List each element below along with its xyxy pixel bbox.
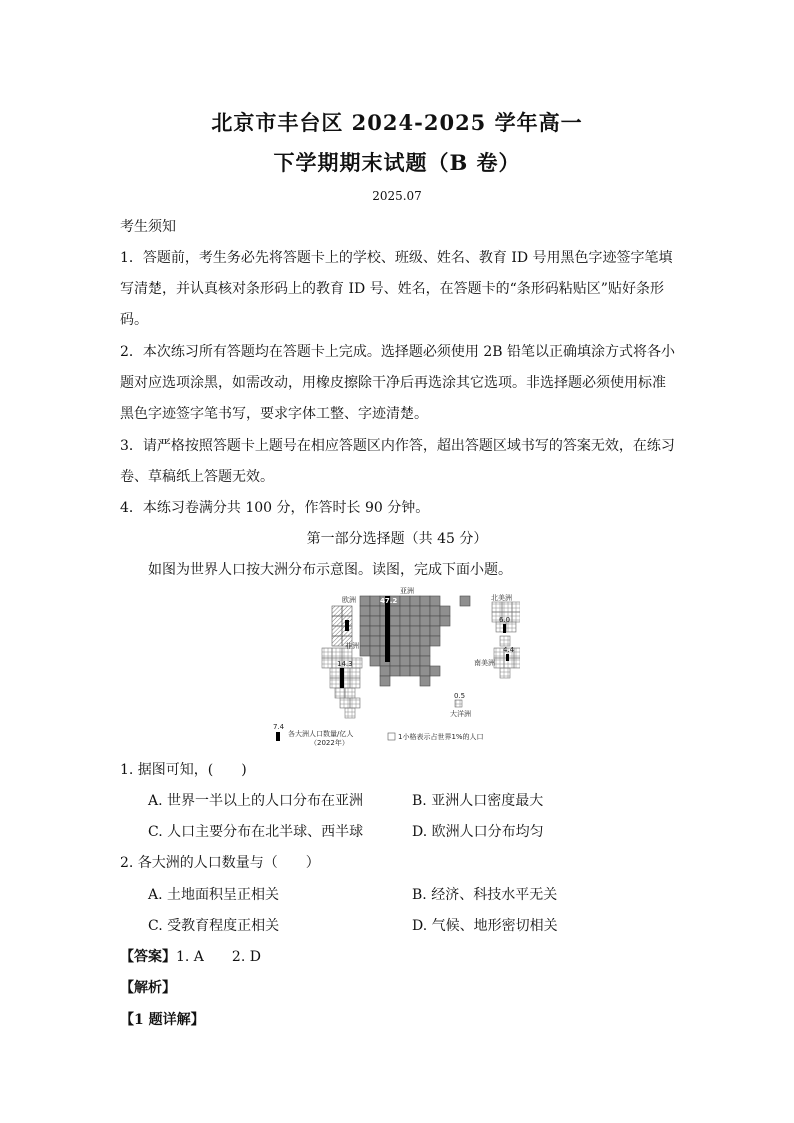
map-cell (332, 626, 342, 636)
question-1-stem: 1. 据图可知，( ) (120, 762, 247, 778)
map-cell (360, 606, 370, 616)
question-2-option: D. 气候、地形密切相关 (412, 918, 558, 934)
legend-cell-label: 1小格表示占世界1%的人口 (398, 733, 484, 741)
map-cell (514, 658, 520, 668)
africa-bar (340, 668, 344, 688)
question-1-option: A. 世界一半以上的人口分布在亚洲 (148, 793, 364, 809)
notice-line: 黑色字迹签字笔书写，要求字体工整、字迹清楚。 (120, 406, 428, 422)
map-cell (370, 656, 380, 666)
map-cell (390, 636, 400, 646)
title-line-2: 下学期期末试题（B 卷） (273, 150, 521, 175)
map-cell (494, 658, 504, 668)
oceania-value: 0.5 (454, 692, 466, 700)
exam-date: 2025.07 (372, 189, 422, 203)
map-cell (492, 602, 502, 612)
title-line-1: 北京市丰台区 2024-2025 学年高一 (211, 110, 583, 135)
map-cell (410, 606, 420, 616)
europe-label: 欧洲 (342, 596, 356, 604)
map-cell (380, 676, 390, 686)
notice-line: 题对应选项涂黑，如需改动，用橡皮擦除干净后再选涂其它选项。非选择题必须使用标准 (120, 375, 666, 391)
question-2-option: B. 经济、科技水平无关 (412, 887, 558, 903)
asia-label: 亚洲 (400, 587, 414, 595)
map-cell (390, 646, 400, 656)
question-1-option: B. 亚洲人口密度最大 (412, 793, 544, 809)
map-cell (512, 612, 520, 622)
map-cell (360, 596, 370, 606)
question-1-option: C. 人口主要分布在北半球、西半球 (148, 824, 364, 840)
question-1-option: D. 欧洲人口分布均匀 (412, 824, 544, 840)
map-cell (500, 668, 510, 678)
map-cell (332, 606, 342, 616)
map-cell (345, 708, 355, 718)
map-cell (370, 606, 380, 616)
map-cell (360, 646, 370, 656)
map-cell (500, 636, 510, 646)
notice-line: 写清楚，并认真核对条形码上的教育 ID 号、姓名，在答题卡的“条形码粘贴区”贴好条形 (120, 281, 664, 297)
map-cell (390, 626, 400, 636)
map-cell (390, 666, 400, 676)
map-cell (420, 676, 430, 686)
map-cell (370, 646, 380, 656)
map-cell (410, 666, 420, 676)
notice-line: 卷、草稿纸上答题无效。 (120, 469, 274, 485)
map-cell (430, 626, 440, 636)
map-cell (332, 648, 342, 658)
map-cell (420, 616, 430, 626)
south-america-bar (506, 654, 509, 661)
map-cell (400, 626, 410, 636)
map-cell (360, 616, 370, 626)
map-cell (440, 616, 450, 626)
oceania-cell (455, 700, 462, 707)
map-cell (332, 636, 342, 646)
north-america-bar (503, 624, 506, 633)
map-cell (410, 596, 420, 606)
map-cell (400, 646, 410, 656)
map-cell (322, 648, 332, 658)
map-cell (360, 626, 370, 636)
legend-sample-value: 7.4 (273, 723, 285, 731)
map-cell (410, 636, 420, 646)
africa-label: 非洲 (345, 642, 359, 650)
map-cell (370, 596, 380, 606)
map-cell (502, 602, 512, 612)
map-cell (410, 646, 420, 656)
north-america-label: 北美洲 (491, 594, 512, 602)
map-cell (332, 616, 342, 626)
detail-label: 【1 题详解】 (120, 1012, 205, 1028)
map-cell (400, 596, 410, 606)
map-cell (322, 658, 332, 668)
map-cell (360, 636, 370, 646)
map-cell (514, 648, 520, 658)
legend-bar-year: （2022年） (310, 739, 349, 747)
question-2-option: C. 受教育程度正相关 (148, 918, 280, 934)
south-america-label: 南美洲 (474, 659, 495, 667)
europe-bar (345, 620, 349, 631)
map-cell (420, 606, 430, 616)
map-cell (370, 616, 380, 626)
notice-line: 4．本练习卷满分共 100 分，作答时长 90 分钟。 (120, 500, 430, 516)
map-cell (440, 606, 450, 616)
map-cell (460, 596, 470, 606)
map-cell (410, 616, 420, 626)
asia-cells (360, 596, 470, 686)
africa-value: 14.3 (337, 660, 353, 668)
map-cell (430, 606, 440, 616)
map-cell (420, 636, 430, 646)
map-cell (380, 666, 390, 676)
asia-bar (385, 596, 390, 662)
notice-line: 2．本次练习所有答题均在答题卡上完成。选择题必须使用 2B 铅笔以正确填涂方式将各小 (120, 344, 676, 360)
map-cell (390, 606, 400, 616)
section-title: 第一部分选择题（共 45 分） (306, 531, 488, 547)
map-cell (512, 602, 520, 612)
map-cell (400, 666, 410, 676)
map-cell (410, 656, 420, 666)
south-america-value: 4.4 (503, 646, 515, 654)
map-cell (410, 626, 420, 636)
legend-bar-swatch (276, 732, 280, 741)
legend-cell-swatch (388, 733, 395, 740)
map-cell (400, 606, 410, 616)
answer-line (120, 946, 261, 966)
map-cell (345, 688, 355, 698)
question-2-stem: 2. 各大洲的人口数量与（ ） (120, 855, 320, 871)
map-cell (420, 656, 430, 666)
map-cell (352, 658, 362, 668)
map-cell (430, 666, 440, 676)
map-cell (400, 656, 410, 666)
map-cell (400, 636, 410, 646)
map-cell (370, 636, 380, 646)
map-cell (430, 596, 440, 606)
north-america-value: 6.0 (499, 616, 511, 624)
map-cell (430, 636, 440, 646)
map-cell (335, 688, 345, 698)
section-intro: 如图为世界人口按大洲分布示意图。读图，完成下面小题。 (148, 562, 512, 578)
map-cell (430, 616, 440, 626)
map-cell (420, 626, 430, 636)
notice-line: 1．答题前，考生务必先将答题卡上的学校、班级、姓名、教育 ID 号用黑色字迹签字笔填 (120, 250, 673, 266)
notice-heading: 考生须知 (120, 219, 176, 235)
map-cell (420, 596, 430, 606)
map-cell (350, 678, 360, 688)
map-cell (420, 666, 430, 676)
map-cell (350, 698, 360, 708)
asia-value: 47.2 (380, 597, 398, 605)
map-cell (370, 626, 380, 636)
map-cell (390, 616, 400, 626)
answer-value: 1. A 2. D (176, 949, 261, 965)
oceania-label: 大洋洲 (450, 710, 471, 718)
map-cell (340, 698, 350, 708)
map-cell (390, 656, 400, 666)
map-cell (400, 616, 410, 626)
question-2-option: A. 土地面积呈正相关 (148, 887, 280, 903)
legend-bar-label: 各大洲人口数量/亿人 (288, 730, 354, 738)
map-cell (350, 668, 360, 678)
map-cell (420, 646, 430, 656)
map-cell (342, 606, 352, 616)
map-cell (330, 678, 340, 688)
map-cell (330, 668, 340, 678)
notice-line: 码。 (120, 312, 148, 328)
population-figure (270, 586, 520, 752)
notice-line: 3．请严格按照答题卡上题号在相应答题区内作答，超出答题区域书写的答案无效，在练习 (120, 438, 675, 454)
answer-label: 【答案】 (120, 949, 176, 965)
analysis-label: 【解析】 (120, 980, 176, 996)
